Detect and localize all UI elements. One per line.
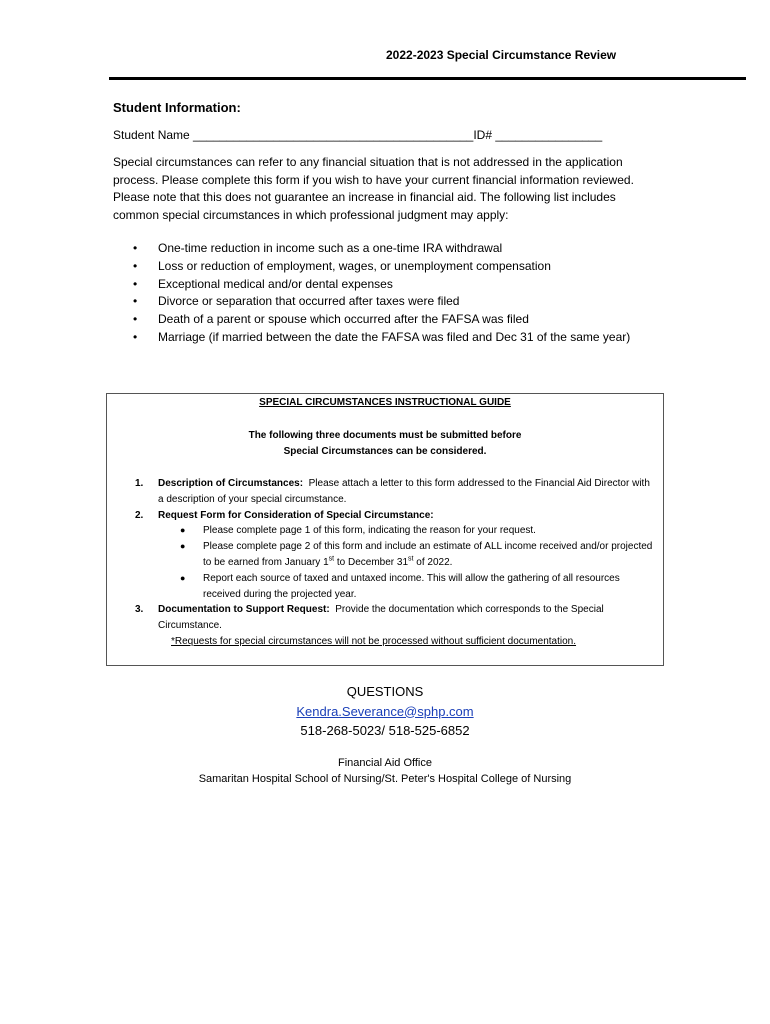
bullet-icon: ● xyxy=(180,572,186,583)
questions-section xyxy=(0,682,770,741)
intro-paragraph: Special circumstances can refer to any financial situation that is not addressed in the application process. Please complete this form if you wish to have your current financial information reviewed. Please note that this does not guarantee an increase in financial aid. The following list includes common special circumstances in which professional judgment may apply: xyxy=(113,155,634,222)
bullet-icon: ● xyxy=(180,525,186,536)
list-item: • Marriage (if married between the date the FAFSA was filed and Dec 31 of the same year) xyxy=(113,329,673,347)
list-item: • Loss or reduction of employment, wages, or unemployment compensation xyxy=(113,258,673,276)
guide-substep: ● Please complete page 1 of this form, indicating the reason for your request. xyxy=(113,523,658,539)
bullet-icon: • xyxy=(133,276,138,291)
bullet-icon: • xyxy=(133,258,138,273)
bullet-icon: • xyxy=(133,329,138,344)
guide-subtitle: The following three documents must be submitted before Special Circumstances can be considered. xyxy=(248,430,522,457)
circumstance-list xyxy=(113,240,673,347)
student-info-heading: Student Information: xyxy=(113,100,241,115)
contact-email-link[interactable]: Kendra.Severance@sphp.com xyxy=(296,703,474,719)
questions-heading: QUESTIONS xyxy=(346,684,424,699)
bullet-icon: • xyxy=(133,241,138,255)
guide-step-3: 3. Documentation to Support Request: Provide the documentation which corresponds to the Special Circumstance. xyxy=(135,604,604,632)
guide-steps xyxy=(113,476,658,650)
header-divider xyxy=(109,77,746,80)
list-item: • Divorce or separation that occurred after taxes were filed xyxy=(113,293,673,311)
list-item: • Death of a parent or spouse which occurred after the FAFSA was filed xyxy=(113,311,673,329)
guide-step-2: 2. Request Form for Consideration of Special Circumstance: xyxy=(135,509,434,521)
bullet-icon: • xyxy=(133,294,138,309)
list-item: • One-time reduction in income such as a one-time IRA withdrawal xyxy=(113,240,673,258)
office-name: Financial Aid Office xyxy=(338,757,432,769)
guide-substep: ● Report each source of taxed and untaxed income. This will allow the gathering of all resources received during the projected year. xyxy=(180,572,620,600)
office-footer xyxy=(0,755,770,787)
document-title: 2022-2023 Special Circumstance Review xyxy=(386,48,617,62)
bullet-icon: ● xyxy=(180,541,186,552)
contact-phones: 518-268-5023/ 518-525-6852 xyxy=(300,723,470,738)
guide-substep: ● Please complete page 2 of this form and include an estimate of ALL income received and/or projected to be earned from January 1st to December 31st of 2022. xyxy=(180,541,653,568)
documentation-note: *Requests for special circumstances will not be processed without sufficient documentation. xyxy=(171,635,577,647)
bullet-icon: • xyxy=(133,312,138,327)
list-item: • Exceptional medical and/or dental expenses xyxy=(113,276,673,294)
school-name: Samaritan Hospital School of Nursing/St. Peter's Hospital College of Nursing xyxy=(198,773,572,785)
guide-step-1: 1. Description of Circumstances: Please attach a letter to this form addressed to the Financial Aid Director with a description of your special circumstance. xyxy=(135,478,650,505)
guide-title: SPECIAL CIRCUMSTANCES INSTRUCTIONAL GUIDE xyxy=(259,397,511,408)
student-name-id-line: Student Name __________________________________________ID# ________________ xyxy=(113,128,603,142)
